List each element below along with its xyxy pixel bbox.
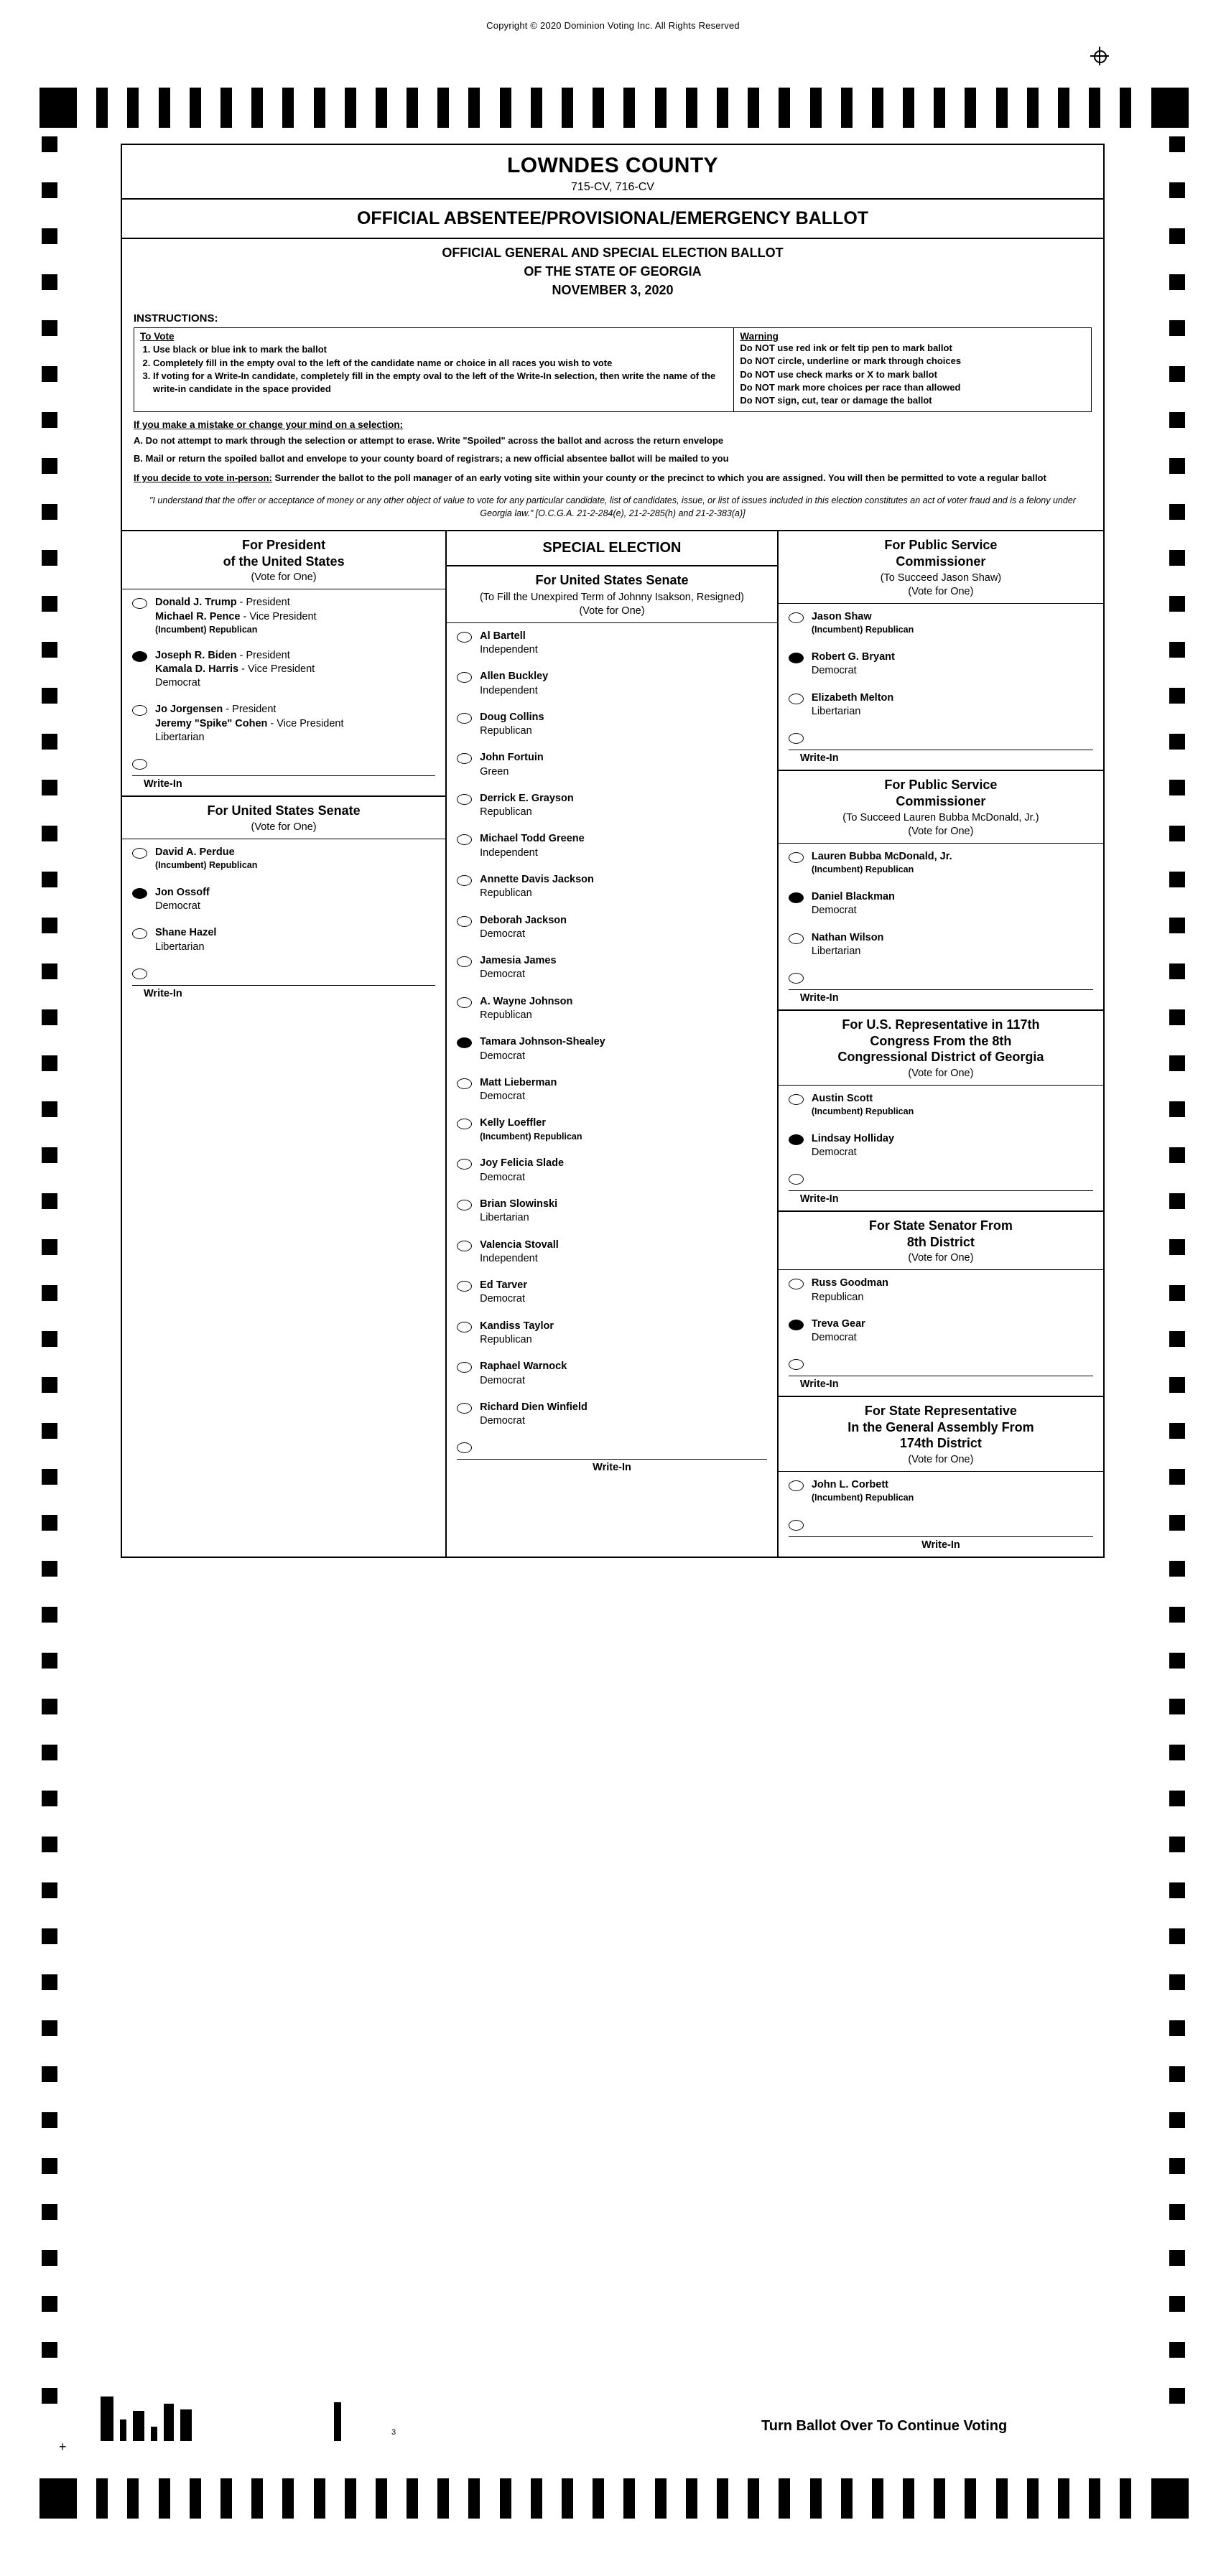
candidate-option[interactable] [122,879,445,920]
running-mate-name: Kamala D. Harris [155,663,239,675]
contest-title: For U.S. Representative in 117th Congress From the 8th Congressional District of Georgia [837,1017,1044,1065]
ballot-column-3 [779,531,1103,1557]
election-line-2: OF THE STATE OF GEORGIA [524,264,702,279]
contest-subtitle: (To Succeed Jason Shaw) [880,572,1002,584]
vote-for-instruction: (Vote for One) [908,1252,974,1264]
vote-oval[interactable] [789,973,804,984]
candidate-name: Lindsay Holliday [811,1132,895,1144]
vote-oval[interactable] [789,1480,804,1491]
vote-oval[interactable] [457,1159,472,1170]
candidate-name: Lauren Bubba McDonald, Jr. [811,851,952,863]
write-in-label: Write-In [789,1190,1093,1205]
candidate-party: Democrat [811,1332,857,1344]
candidate-party: Republican [480,1009,532,1021]
candidate-option[interactable] [447,948,777,989]
candidate-name: Shane Hazel [155,927,217,939]
contest-title: For United States Senate [535,573,689,588]
instructions-title: INSTRUCTIONS: [134,312,218,325]
candidate-party: (Incumbent) Republican [155,859,258,870]
candidate-option[interactable] [447,989,777,1030]
vote-oval[interactable] [457,1119,472,1129]
vote-oval[interactable] [789,1520,804,1531]
candidate-name: Robert G. Bryant [811,651,895,663]
registration-target-icon [1090,47,1109,65]
ballot-type-title: OFFICIAL ABSENTEE/PROVISIONAL/EMERGENCY BALLOT [356,208,869,228]
candidate-name: Kandiss Taylor [480,1320,554,1332]
candidate-party: Republican [811,1291,864,1303]
candidate-name: Ed Tarver [480,1279,527,1292]
candidate-option[interactable] [122,920,445,961]
candidate-option[interactable] [447,1029,777,1070]
candidate-name: Austin Scott [811,1092,873,1104]
contest-subtitle: (To Fill the Unexpired Term of Johnny Isakson, Resigned) [479,591,745,603]
timing-marks-bottom [40,2478,1189,2519]
candidate-name: Deborah Jackson [480,914,567,926]
vote-oval[interactable] [789,612,804,623]
vote-oval[interactable] [789,1134,804,1145]
contest-psc-shaw [779,531,1103,771]
write-in-label: Write-In [132,985,435,999]
vote-oval[interactable] [132,651,147,662]
timing-marks-left [42,136,57,2434]
vote-oval[interactable] [457,916,472,927]
write-in-option[interactable] [779,965,1103,985]
warning-line: Do NOT circle, underline or mark through choices [740,355,962,367]
candidate-party: Independent [480,684,538,696]
vote-oval[interactable] [132,969,147,979]
contest-subtitle: (To Succeed Lauren Bubba McDonald, Jr.) [842,812,1039,824]
candidate-party: Democrat [480,1091,525,1103]
warning-box [734,328,1091,411]
mistake-option-a: A. Do not attempt to mark through the selection or attempt to erase. Write "Spoiled" across the ballot and across the return envelope [134,435,724,447]
candidate-option[interactable] [447,1110,777,1150]
candidate-party: Republican [480,725,532,737]
candidate-name: Allen Buckley [480,671,549,683]
vote-for-instruction: (Vote for One) [908,586,974,598]
contest-us-senate [122,797,445,999]
candidate-party: Democrat [811,665,857,677]
candidate-name: Joy Felicia Slade [480,1157,565,1170]
in-person-body: Surrender the ballot to the poll manager of an early voting site within your county or the precinct to which you are assigned. You will then be permitted to vote a regular ballot [274,472,1046,484]
vote-oval[interactable] [789,1359,804,1370]
candidate-name: Jason Shaw [811,611,872,623]
write-in-option[interactable] [122,961,445,981]
vote-oval[interactable] [789,733,804,744]
in-person-instructions [134,472,1092,485]
candidate-party: (Incumbent) Republican [155,624,258,635]
vote-for-instruction: (Vote for One) [908,826,974,838]
vote-oval[interactable] [457,834,472,845]
running-mate-name: Jeremy "Spike" Cohen [155,717,268,729]
candidate-party: Democrat [480,1415,525,1427]
voter-fraud-attestation: "I understand that the offer or acceptance of money or any other object of value to vote for any particular candidate, list of candidates, issue, or list of issues included in this election constitutes an act of voter fraud and is a felony under Georgia law." [O.C.G.A. 21-2-284(e), 21-2-285(h) and 21-2-383(a)] [149,495,1076,519]
vote-oval[interactable] [457,794,472,805]
candidate-option[interactable] [447,1232,777,1273]
instruction-step: 2. Completely fill in the empty oval to the left of the candidate name or choice in all races you wish to vote [153,357,728,369]
candidate-party: Democrat [480,1374,525,1386]
vote-for-instruction: (Vote for One) [579,605,645,617]
candidate-option[interactable] [447,785,777,826]
candidate-name: Raphael Warnock [480,1361,567,1373]
election-line-1: OFFICIAL GENERAL AND SPECIAL ELECTION BALLOT [442,246,784,260]
candidate-option[interactable] [779,1126,1103,1167]
ballot-columns [122,530,1103,1557]
warning-line: Do NOT use red ink or felt tip pen to mark ballot [740,342,952,354]
contest-state-senator [779,1212,1103,1397]
candidate-name: Donald J. Trump [155,597,237,609]
running-mate-office: - Vice President [267,717,344,729]
in-person-heading: If you decide to vote in-person: [134,472,272,484]
running-mate-office: - Vice President [238,663,315,675]
vote-oval[interactable] [457,1403,472,1414]
write-in-label: Write-In [789,750,1093,764]
candidate-option[interactable] [447,663,777,704]
candidate-name: Kelly Loeffler [480,1117,546,1129]
candidate-name: Brian Slowinski [480,1198,558,1210]
vote-oval[interactable] [132,888,147,899]
candidate-option[interactable] [447,1150,777,1191]
candidate-name: Jo Jorgensen [155,704,223,716]
candidate-name: Richard Dien Winfield [480,1401,588,1413]
candidate-option[interactable] [122,643,445,697]
vote-for-instruction: (Vote for One) [251,821,317,833]
barcode-number: 3 [391,2428,396,2437]
ballot-header [122,145,1103,198]
warning-line: Do NOT mark more choices per race than allowed [740,381,961,393]
vote-oval[interactable] [457,713,472,724]
candidate-name: Elizabeth Melton [811,691,894,704]
candidate-party: Democrat [811,905,857,917]
candidate-party: Democrat [480,1050,525,1062]
write-in-option[interactable] [447,1434,777,1455]
candidate-party: (Incumbent) Republican [480,1131,582,1142]
candidate-name: Jamesia James [480,955,557,967]
candidate-option[interactable] [447,867,777,907]
vote-oval[interactable] [789,1279,804,1289]
write-in-option[interactable] [779,725,1103,745]
candidate-option[interactable] [779,1472,1103,1512]
candidate-party: Democrat [480,1171,525,1183]
vote-oval[interactable] [789,1174,804,1185]
candidate-party: Democrat [480,1293,525,1305]
vote-oval[interactable] [457,1281,472,1292]
candidate-option[interactable] [447,704,777,745]
candidate-party: Independent [480,1252,538,1264]
contest-state-representative [779,1397,1103,1551]
write-in-option[interactable] [122,751,445,771]
copyright-notice: Copyright © 2020 Dominion Voting Inc. All Rights Reserved [486,20,740,31]
candidate-option[interactable] [122,839,445,879]
contest-title: For Public Service Commissioner [884,538,998,569]
candidate-party: (Incumbent) Republican [811,625,914,635]
candidate-party: Libertarian [811,945,861,957]
write-in-label: Write-In [789,989,1093,1004]
warning-heading: Warning [740,331,779,342]
candidate-option[interactable] [779,685,1103,726]
candidate-name: Michael Todd Greene [480,833,585,845]
contest-title: For State Representative In the General Assembly From 174th District [847,1404,1034,1451]
candidate-party: (Incumbent) Republican [811,864,914,875]
candidate-name: A. Wayne Johnson [480,995,573,1007]
candidate-option[interactable] [447,623,777,664]
county-name: LOWNDES COUNTY [507,154,718,177]
vote-oval[interactable] [457,1200,472,1210]
contest-psc-mcdonald [779,771,1103,1011]
candidate-name: Doug Collins [480,711,544,723]
candidate-option[interactable] [122,589,445,642]
vote-for-instruction: (Vote for One) [908,1067,974,1079]
vote-oval[interactable] [457,1037,472,1048]
candidate-name: Joseph R. Biden [155,649,237,661]
vote-oval[interactable] [132,759,147,770]
write-in-option[interactable] [779,1512,1103,1532]
turn-ballot-notice: Turn Ballot Over To Continue Voting [761,2418,1008,2434]
to-vote-heading: To Vote [140,331,175,342]
election-date: NOVEMBER 3, 2020 [552,283,674,298]
write-in-option[interactable] [779,1166,1103,1186]
ballot-frame [121,144,1105,1558]
candidate-party: Republican [480,806,532,818]
candidate-option[interactable] [779,604,1103,644]
candidate-option[interactable] [779,1086,1103,1126]
vote-oval[interactable] [457,672,472,683]
candidate-option[interactable] [779,844,1103,884]
candidate-option[interactable] [447,745,777,785]
candidate-office: - President [236,649,290,661]
candidate-party: Independent [480,846,538,859]
contest-title: For State Senator From 8th District [868,1218,1013,1249]
candidate-option[interactable] [447,1353,777,1394]
candidate-party: Libertarian [155,731,205,743]
vote-oval[interactable] [457,1241,472,1251]
special-election-title: SPECIAL ELECTION [447,531,777,566]
candidate-option[interactable] [447,1394,777,1435]
write-in-option[interactable] [779,1351,1103,1371]
timing-marks-top [40,88,1189,128]
vote-oval[interactable] [457,875,472,886]
candidate-name: Matt Lieberman [480,1076,557,1088]
alignment-plus-icon: + [59,2440,67,2454]
timing-marks-right [1169,136,1185,2434]
candidate-option[interactable] [122,696,445,751]
candidate-office: - President [236,597,290,609]
vote-oval[interactable] [457,997,472,1008]
candidate-name: Tamara Johnson-Shealey [480,1036,605,1048]
vote-oval[interactable] [457,753,472,764]
vote-oval[interactable] [132,848,147,859]
warning-line: Do NOT sign, cut, tear or damage the ballot [740,395,932,406]
instructions-section [122,308,1103,530]
vote-oval[interactable] [132,928,147,939]
vote-oval[interactable] [457,632,472,643]
vote-oval[interactable] [789,1094,804,1105]
mistake-option-b: B. Mail or return the spoiled ballot and envelope to your county board of registrars; a new official absentee ballot will be mailed to you [134,452,729,464]
candidate-party: Libertarian [811,706,861,717]
candidate-party: Green [480,765,509,778]
instruction-step: 1. Use black or blue ink to mark the ballot [153,343,728,355]
vote-oval[interactable] [789,852,804,863]
to-vote-box [134,328,734,411]
candidate-option[interactable] [779,1311,1103,1352]
candidate-name: John Fortuin [480,752,544,764]
candidate-option[interactable] [447,1070,777,1111]
candidate-party: Republican [480,1333,532,1345]
running-mate-office: - Vice President [240,610,317,622]
candidate-name: Nathan Wilson [811,931,884,943]
ballot-column-2 [447,531,779,1557]
vote-oval[interactable] [789,933,804,944]
precinct-code: 715-CV, 716-CV [571,181,654,193]
vote-for-instruction: (Vote for One) [908,1453,974,1465]
candidate-name: Russ Goodman [811,1277,888,1289]
instruction-step: 3. If voting for a Write-In candidate, completely fill in the empty oval to the left of the Write-In selection, then write the name of the write-in candidate in the space provided [153,370,728,395]
contest-us-representative [779,1011,1103,1212]
vote-for-instruction: (Vote for One) [251,571,317,584]
candidate-party: Independent [480,643,538,655]
candidate-name: Derrick E. Grayson [480,792,574,804]
candidate-party: Democrat [155,677,200,689]
contest-title: For United States Senate [207,803,361,818]
mistake-heading: If you make a mistake or change your mind on a selection: [134,419,404,431]
vote-oval[interactable] [789,694,804,704]
candidate-option[interactable] [779,884,1103,925]
candidate-office: - President [223,704,277,716]
vote-oval[interactable] [132,705,147,716]
candidate-name: David A. Perdue [155,846,235,858]
contest-special-us-senate [447,566,777,1473]
election-subtitle [122,239,1103,308]
ballot-barcode [101,2397,348,2441]
contest-title: For Public Service Commissioner [884,778,998,808]
vote-oval[interactable] [457,1078,472,1089]
contest-president [122,531,445,797]
vote-oval[interactable] [457,1322,472,1333]
write-in-label: Write-In [789,1376,1093,1390]
warning-line: Do NOT use check marks or X to mark ballot [740,368,937,380]
vote-oval[interactable] [457,1442,472,1453]
candidate-option[interactable] [779,925,1103,966]
ballot-column-1 [122,531,447,1557]
candidate-party: Democrat [480,928,525,940]
candidate-option[interactable] [447,907,777,948]
candidate-option[interactable] [447,826,777,867]
candidate-party: Democrat [811,1147,857,1159]
candidate-option[interactable] [447,1313,777,1354]
candidate-name: John L. Corbett [811,1478,888,1490]
vote-oval[interactable] [457,1362,472,1373]
write-in-label: Write-In [789,1536,1093,1551]
write-in-label: Write-In [457,1459,767,1473]
candidate-name: Jon Ossoff [155,886,210,898]
candidate-party: Libertarian [480,1212,529,1224]
candidate-party: Libertarian [155,941,205,953]
vote-oval[interactable] [132,598,147,609]
vote-oval[interactable] [789,1320,804,1330]
vote-oval[interactable] [457,956,472,967]
candidate-name: Valencia Stovall [480,1238,559,1251]
write-in-label: Write-In [132,775,435,790]
candidate-option[interactable] [447,1191,777,1232]
candidate-option[interactable] [779,644,1103,685]
candidate-option[interactable] [779,1270,1103,1311]
running-mate-name: Michael R. Pence [155,610,241,622]
candidate-name: Al Bartell [480,630,526,642]
contest-title: For President of the United States [223,538,345,569]
candidate-name: Treva Gear [811,1317,865,1330]
candidate-party: Democrat [480,969,525,981]
candidate-party: (Incumbent) Republican [811,1106,914,1117]
candidate-name: Annette Davis Jackson [480,874,594,886]
candidate-party: (Incumbent) Republican [811,1493,914,1503]
candidate-party: Democrat [155,900,200,912]
candidate-option[interactable] [447,1272,777,1313]
candidate-party: Republican [480,887,532,900]
vote-oval[interactable] [789,653,804,663]
vote-oval[interactable] [789,892,804,903]
candidate-name: Daniel Blackman [811,891,895,903]
